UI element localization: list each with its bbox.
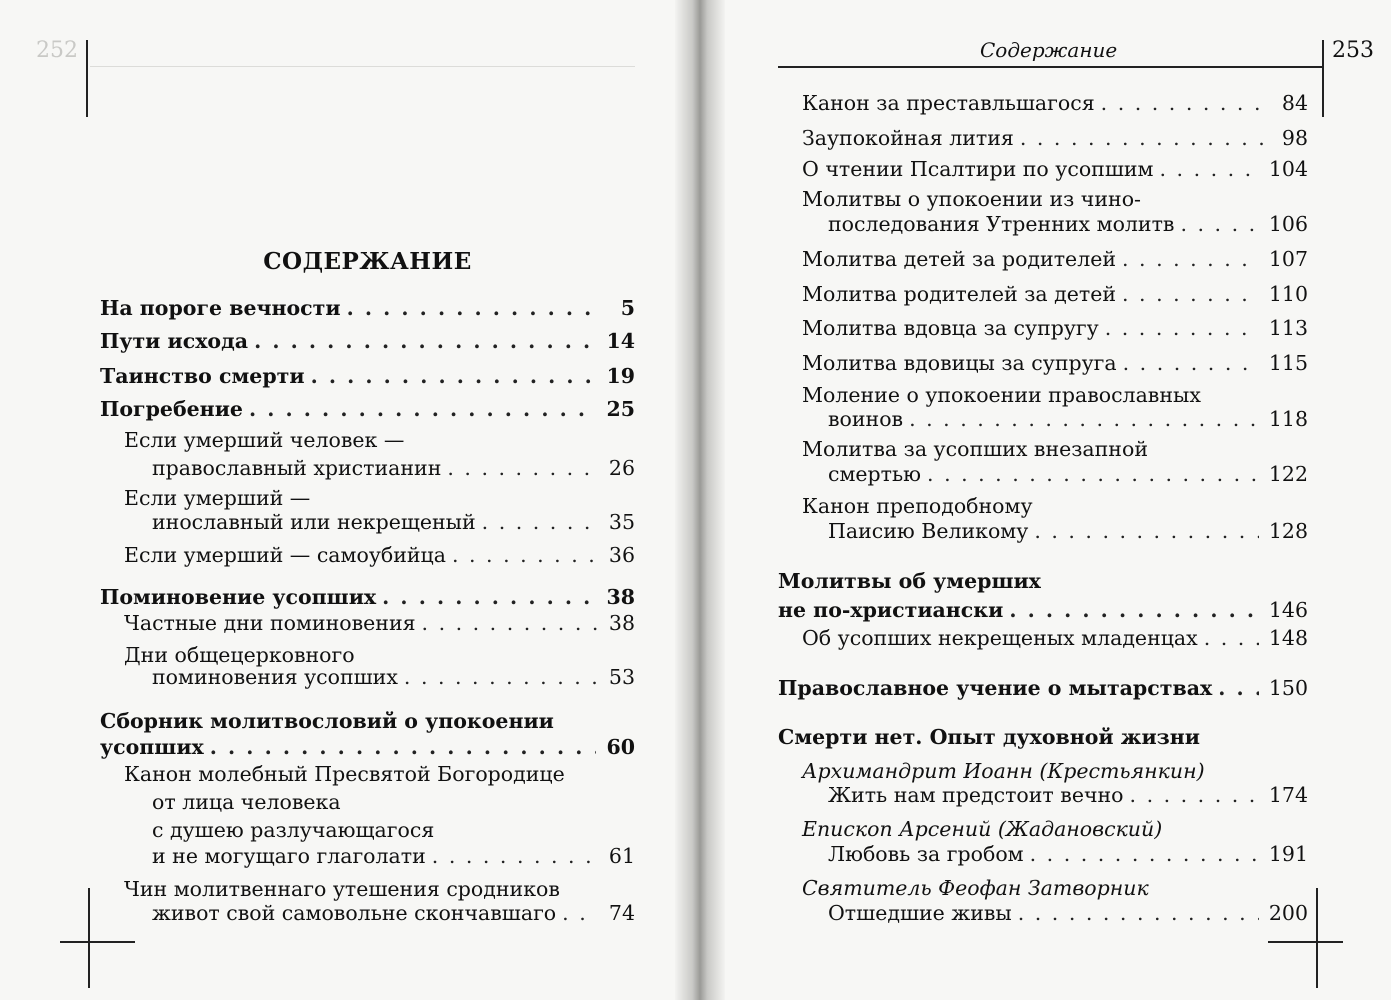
toc-entry: православный христианин . . . 26 [152,455,635,481]
toc-entry-line: Чин молитвеннаго утешения сродников [124,877,560,901]
toc-entry: усопших . . . 60 [100,734,635,760]
running-header-separator [1322,40,1324,117]
toc-entry-line: с душею разлучающагося [152,818,435,842]
toc-entry: О чтении Псалтири по усопшим . . . 104 [802,156,1308,182]
crop-mark-left-h [60,941,135,943]
toc-entry: Молитва детей за родителей . . . 107 [802,246,1308,272]
toc-author: Архимандрит Иоанн (Крестьянкин) [802,759,1205,783]
toc-entry: поминовения усопших . . . 53 [152,664,635,690]
toc-entry: воинов . . . 118 [828,406,1308,432]
crop-mark-right-v [1316,888,1318,988]
toc-entry: Таинство смерти . . . 19 [100,363,635,389]
toc-entry: Канон за преставльшагося . . . 84 [802,90,1308,116]
toc-entry: смертью . . . 122 [828,461,1308,487]
toc-heading: СОДЕРЖАНИЕ [263,248,472,275]
toc-entry-line: Сборник молитвословий о упокоении [100,709,554,733]
toc-entry-line: от лица человека [152,790,341,814]
left-page-number-ghost: 252 [36,38,78,63]
toc-author: Епископ Арсений (Жадановский) [802,817,1163,841]
toc-entry: Поминовение усопших . . . 38 [100,584,635,610]
toc-entry: Пути исхода . . . 14 [100,328,635,354]
toc-entry: Молитва вдовца за супругу . . . 113 [802,315,1308,341]
toc-entry-line: Если умерший человек — [124,428,405,452]
toc-entry-line: Моление о упокоении православных [802,383,1201,407]
toc-entry: Отшедшие живы . . . 200 [828,900,1308,926]
toc-entry: Если умерший — самоубийца . . . 36 [124,542,635,568]
toc-entry: Жить нам предстоит вечно . . . 174 [828,782,1308,808]
toc-entry: последования Утренних молитв . . . 106 [828,211,1308,237]
toc-entry-line: Дни общецерковного [124,643,355,667]
book-gutter [675,0,725,1000]
toc-entry: Об усопших некрещеных младенцах . . . 148 [802,625,1308,651]
crop-mark-right-h [1268,941,1343,943]
toc-entry: Любовь за гробом . . . 191 [828,841,1308,867]
toc-entry-line: Молитвы о упокоении из чино- [802,187,1141,211]
toc-entry: Молитва вдовицы за супруга . . . 115 [802,350,1308,376]
toc-entry-line: Канон молебный Пресвятой Богородице [124,762,565,786]
left-header-rule [90,66,635,67]
running-header-rule [778,66,1323,68]
toc-entry: Православное учение о мытарствах . . . 150 [778,675,1308,701]
toc-entry: Паисию Великому . . . 128 [828,518,1308,544]
toc-entry: инославный или некрещеный . . . 35 [152,509,635,535]
toc-entry: и не могущаго глаголати . . . 61 [152,843,635,869]
toc-entry: Заупокойная лития . . . 98 [802,125,1308,151]
toc-entry-line: Канон преподобному [802,494,1033,518]
toc-section-heading: Смерти нет. Опыт духовной жизни [778,725,1200,749]
toc-entry: На пороге вечности . . . 5 [100,295,635,321]
toc-entry-line: Если умерший — [124,486,311,510]
running-header-title: Содержание [980,38,1118,62]
toc-author: Святитель Феофан Затворник [802,876,1149,900]
toc-entry: живот свой самовольне скончавшаго . . . 74 [152,900,635,926]
crop-mark-left-v [88,888,90,988]
toc-entry: Частные дни поминовения . . . 38 [124,610,635,636]
toc-entry: не по-христиански . . . 146 [778,597,1308,623]
toc-entry-line: Молитва за усопших внезапной [802,437,1148,461]
page-number: 253 [1332,38,1374,63]
toc-entry: Погребение . . . 25 [100,396,635,422]
toc-entry: Молитва родителей за детей . . . 110 [802,281,1308,307]
toc-entry-line: Молитвы об умерших [778,569,1041,593]
left-header-separator [86,40,88,117]
